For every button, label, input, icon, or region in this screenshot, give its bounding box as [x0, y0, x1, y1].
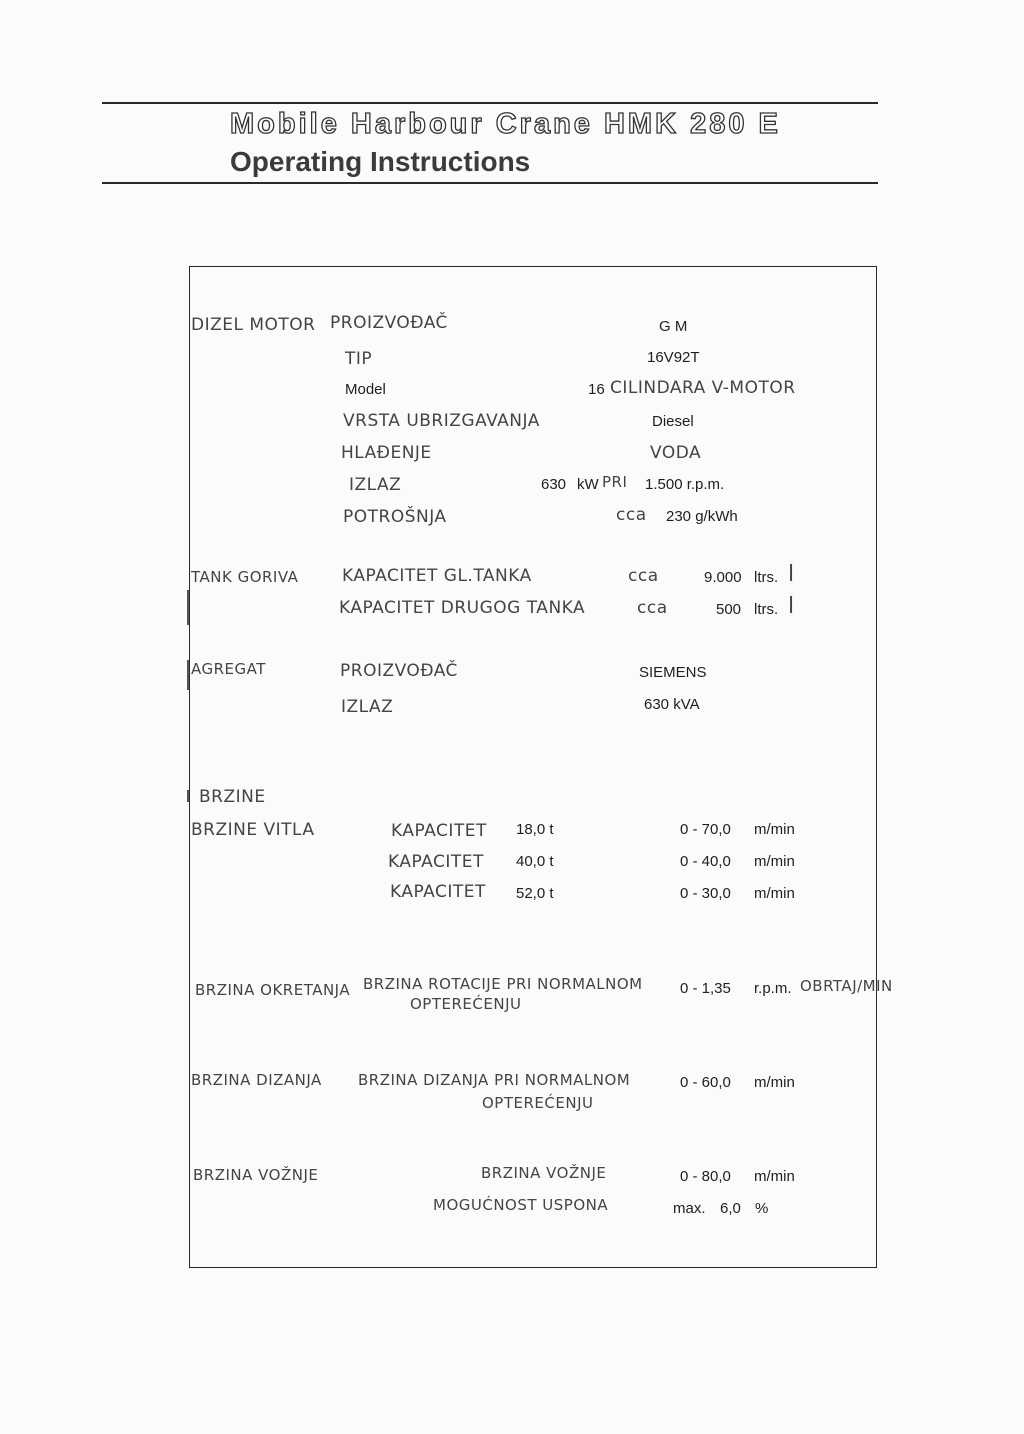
luffing-description: BRZINA DIZANJA PRI NORMALNOM: [358, 1071, 631, 1089]
type-label: TIP: [345, 349, 373, 369]
second-tank-label: KAPACITET DRUGOG TANKA: [339, 598, 586, 618]
winch-load: 18,0 t: [516, 821, 554, 838]
slew-speed-label: BRZINA OKRETANJA: [195, 981, 351, 999]
manufacturer-value: G M: [659, 318, 688, 335]
model-label: Model: [345, 381, 386, 398]
winch-load: 52,0 t: [516, 885, 554, 902]
model-value-printed: 16: [588, 381, 605, 398]
model-value-handwritten: CILINDARA V-MOTOR: [610, 378, 796, 398]
cooling-value: VODA: [650, 443, 702, 463]
winch-speed-range: 0 - 40,0: [680, 853, 731, 870]
consumption-value: 230 g/kWh: [666, 508, 738, 525]
luffing-speed-range: 0 - 60,0: [680, 1074, 731, 1091]
output-value-rpm: 1.500 r.p.m.: [645, 476, 725, 493]
gradient-unit: %: [755, 1200, 769, 1217]
document-title: Mobile Harbour Crane HMK 280 E: [230, 108, 781, 140]
winch-speed-range: 0 - 70,0: [680, 821, 731, 838]
main-tank-cca: cca: [628, 566, 659, 586]
second-tank-unit-handwritten: l: [788, 594, 795, 619]
winch-capacity-label: KAPACITET: [390, 882, 486, 902]
second-tank-unit: ltrs.: [754, 601, 779, 618]
document-subtitle: Operating Instructions: [230, 146, 531, 177]
manufacturer-label: PROIZVOĐAČ: [330, 313, 448, 333]
type-value: 16V92T: [647, 349, 700, 366]
margin-mark-aggregate: [187, 660, 189, 690]
aggregate-output-value: 630 kVA: [644, 696, 700, 713]
output-value-number: 630: [541, 476, 567, 493]
aggregate-output-label: IZLAZ: [341, 697, 394, 717]
output-label: IZLAZ: [349, 475, 402, 495]
winch-speed-range: 0 - 30,0: [680, 885, 731, 902]
section-aggregate: AGREGAT: [191, 660, 266, 678]
travel-speed-unit: m/min: [754, 1168, 795, 1185]
winch-load: 40,0 t: [516, 853, 554, 870]
gradient-prefix: max.: [673, 1200, 706, 1217]
luffing-description-cont: OPTEREĆENJU: [482, 1094, 594, 1112]
gradient-value: 6,0: [720, 1200, 741, 1217]
section-speeds: BRZINE: [199, 787, 266, 807]
section-diesel-engine: DIZEL MOTOR: [191, 315, 316, 335]
main-tank-unit: ltrs.: [754, 569, 779, 586]
travel-description: BRZINA VOŽNJE: [481, 1164, 607, 1182]
margin-mark-fuel: [187, 590, 189, 625]
winch-speed-unit: m/min: [754, 885, 795, 902]
slew-description: BRZINA ROTACIJE PRI NORMALNOM: [363, 975, 643, 993]
luffing-speed-unit: m/min: [754, 1074, 795, 1091]
second-tank-value: 500: [716, 601, 742, 618]
winch-capacity-label: KAPACITET: [388, 852, 484, 872]
winch-speeds-label: BRZINE VITLA: [191, 820, 315, 840]
cooling-label: HLAĐENJE: [341, 443, 432, 463]
slew-speed-range: 0 - 1,35: [680, 980, 731, 997]
main-tank-value: 9.000: [704, 569, 742, 586]
luffing-speed-label: BRZINA DIZANJA: [191, 1071, 322, 1089]
injection-label: VRSTA UBRIZGAVANJA: [343, 411, 540, 431]
section-fuel-tank: TANK GORIVA: [191, 568, 299, 586]
winch-capacity-label: KAPACITET: [391, 821, 487, 841]
slew-description-cont: OPTEREĆENJU: [410, 995, 522, 1013]
consumption-label: POTROŠNJA: [343, 507, 447, 527]
winch-speed-unit: m/min: [754, 853, 795, 870]
injection-value: Diesel: [652, 413, 694, 430]
slew-unit-handwritten: OBRTAJ/MIN: [800, 977, 893, 995]
slew-speed-unit: r.p.m.: [754, 980, 792, 997]
output-value-unit: kW: [577, 476, 599, 493]
aggregate-manufacturer-label: PROIZVOĐAČ: [340, 661, 458, 681]
main-tank-unit-handwritten: l: [788, 562, 795, 587]
winch-speed-unit: m/min: [754, 821, 795, 838]
main-tank-label: KAPACITET GL.TANKA: [342, 566, 532, 586]
travel-speed-range: 0 - 80,0: [680, 1168, 731, 1185]
second-tank-cca: cca: [637, 598, 668, 618]
output-value-pri: PRI: [602, 473, 628, 491]
aggregate-manufacturer-value: SIEMENS: [639, 664, 707, 681]
consumption-cca: cca: [616, 505, 647, 525]
travel-speed-label: BRZINA VOŽNJE: [193, 1166, 319, 1184]
header-rule-top: [102, 102, 878, 104]
gradient-description: MOGUĆNOST USPONA: [433, 1196, 609, 1214]
margin-mark-speeds: [187, 790, 189, 802]
header-rule-bottom: [102, 182, 878, 184]
